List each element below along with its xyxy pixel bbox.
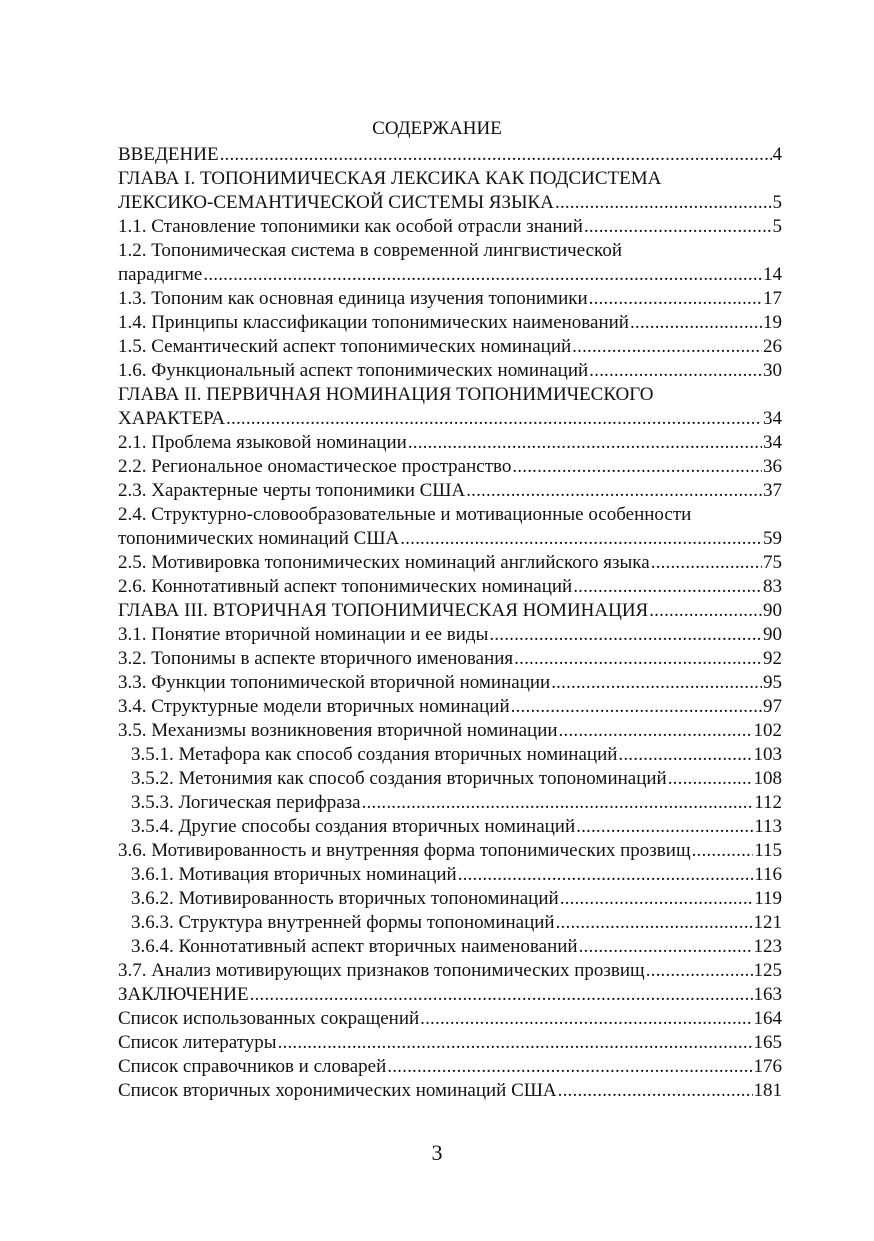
toc-entry-page: 176 (753, 1056, 782, 1077)
toc-entry (118, 815, 782, 839)
toc-entry-text: 3.5.4. Другие способы создания вторичных номинаций (131, 816, 576, 837)
toc-entry (118, 359, 782, 383)
toc-entry-row (118, 791, 782, 815)
toc-entry-text: Список использованных сокращений (118, 1008, 420, 1029)
toc-entry-text: ГЛАВА II. ПЕРВИЧНАЯ НОМИНАЦИЯ ТОПОНИМИЧЕСКОГО (118, 384, 654, 405)
toc-entry-page: 121 (753, 912, 782, 933)
toc-entry-row (118, 263, 782, 287)
toc-entry-page: 5 (772, 192, 782, 213)
toc-entry (118, 887, 782, 911)
toc-entry (118, 503, 782, 551)
toc-entry-page: 164 (753, 1008, 782, 1029)
toc-entry-page: 34 (763, 408, 782, 429)
toc-entry (118, 215, 782, 239)
toc-entry-page: 125 (753, 960, 782, 981)
toc-entry-text: 2.1. Проблема языковой номинации (118, 432, 407, 453)
toc-entry-text: 3.5.1. Метафора как способ создания вторичных номинаций (131, 744, 618, 765)
toc-entry (118, 623, 782, 647)
toc-entry-text: ВВЕДЕНИЕ (118, 144, 219, 165)
toc-entry (118, 479, 782, 503)
toc-entry-page: 5 (772, 216, 782, 237)
toc-entry (118, 143, 782, 167)
toc-entry-text: ХАРАКТЕРА (118, 408, 226, 429)
toc-entry (118, 767, 782, 791)
toc-entry-text: Список вторичных хоронимических номинаций США (118, 1080, 557, 1101)
dot-leader (692, 839, 754, 863)
toc-entry-row (118, 311, 782, 335)
toc-entry-page: 97 (763, 696, 782, 717)
toc-entry-row (118, 431, 782, 455)
toc-entry (118, 1007, 782, 1031)
toc-entry-text: 1.6. Функциональный аспект топонимических номинаций (118, 360, 589, 381)
toc-entry-page: 19 (763, 312, 782, 333)
toc-entry-row (118, 719, 782, 743)
toc-entry-row (118, 335, 782, 359)
toc-entry-text: 3.5.3. Логическая перифраза (131, 792, 361, 813)
toc-entry-page: 116 (754, 864, 782, 885)
toc-entry (118, 695, 782, 719)
toc-entry-text: ГЛАВА III. ВТОРИЧНАЯ ТОПОНИМИЧЕСКАЯ НОМИНАЦИЯ (118, 600, 649, 621)
dot-leader (589, 359, 762, 383)
toc-entry (118, 671, 782, 695)
toc-entry-page: 113 (754, 816, 782, 837)
toc-entry-text: 3.3. Функции топонимической вторичной номинации (118, 672, 551, 693)
dot-leader (466, 479, 762, 503)
toc-entry-row (118, 815, 782, 839)
toc-entry (118, 167, 782, 215)
dot-leader (226, 407, 762, 431)
toc-entry-row (118, 887, 782, 911)
dot-leader (458, 863, 754, 887)
dot-leader (572, 335, 762, 359)
dot-leader (203, 263, 762, 287)
toc-entry-text: 3.7. Анализ мотивирующих признаков топонимических прозвищ (118, 960, 645, 981)
toc-entry-row (118, 191, 782, 215)
dot-leader (220, 143, 772, 167)
toc-entry-row (118, 695, 782, 719)
dot-leader (649, 599, 762, 623)
toc-entry-row (118, 407, 782, 431)
toc-entry-row (118, 1007, 782, 1031)
toc-entry-text: 2.5. Мотивировка топонимических номинаций английского языка (118, 552, 650, 573)
table-of-contents (118, 143, 782, 1103)
dot-leader (560, 887, 754, 911)
dot-leader (278, 1031, 753, 1055)
toc-entry-text: 3.1. Понятие вторичной номинации и ее виды (118, 624, 489, 645)
toc-entry-text: 3.6.3. Структура внутренней формы топономинаций (131, 912, 555, 933)
toc-entry-text: ЗАКЛЮЧЕНИЕ (118, 984, 249, 1005)
toc-entry (118, 239, 782, 287)
dot-leader (511, 695, 762, 719)
toc-entry-page: 90 (763, 624, 782, 645)
toc-entry-page: 4 (772, 144, 782, 165)
toc-entry-page: 34 (763, 432, 782, 453)
toc-entry (118, 839, 782, 863)
dot-leader (408, 431, 762, 455)
toc-entry-page: 123 (753, 936, 782, 957)
toc-entry-page: 103 (753, 744, 782, 765)
toc-entry (118, 1079, 782, 1103)
toc-entry-row (118, 863, 782, 887)
toc-entry-row (118, 767, 782, 791)
toc-entry (118, 287, 782, 311)
toc-entry-text: 1.1. Становление топонимики как особой отрасли знаний (118, 216, 583, 237)
toc-entry-row (118, 1079, 782, 1103)
dot-leader (559, 719, 753, 743)
dot-leader (556, 911, 753, 935)
toc-entry-page: 92 (763, 648, 782, 669)
toc-entry (118, 983, 782, 1007)
toc-entry-page: 115 (754, 840, 782, 861)
toc-entry-row (118, 959, 782, 983)
toc-entry (118, 743, 782, 767)
toc-entry (118, 599, 782, 623)
toc-entry-page: 112 (754, 792, 782, 813)
toc-entry-row (118, 287, 782, 311)
dot-leader (651, 551, 762, 575)
toc-entry (118, 455, 782, 479)
toc-entry-page: 181 (753, 1080, 782, 1101)
toc-entry (118, 431, 782, 455)
toc-entry-page: 75 (763, 552, 782, 573)
toc-entry-text: 3.2. Топонимы в аспекте вторичного именования (118, 648, 514, 669)
toc-entry-text: 1.3. Топоним как основная единица изучения топонимики (118, 288, 588, 309)
toc-entry (118, 647, 782, 671)
toc-entry-text: 2.4. Структурно-словообразовательные и мотивационные особенности (118, 504, 692, 525)
toc-entry-text: 1.4. Принципы классификации топонимических наименований (118, 312, 629, 333)
toc-entry (118, 1031, 782, 1055)
toc-entry-text: ГЛАВА I. ТОПОНИМИЧЕСКАЯ ЛЕКСИКА КАК ПОДСИСТЕМА (118, 168, 662, 189)
toc-entry-row (118, 599, 782, 623)
dot-leader (387, 1055, 752, 1079)
toc-entry-text: 1.2. Топонимическая система в современной лингвистической (118, 240, 622, 261)
toc-entry-page: 30 (763, 360, 782, 381)
dot-leader (573, 575, 762, 599)
toc-entry-text: 3.6.1. Мотивация вторичных номинаций (131, 864, 457, 885)
toc-entry-text: 3.6. Мотивированность и внутренняя форма топонимических прозвищ (118, 840, 691, 861)
toc-entry-text: 3.6.2. Мотивированность вторичных топономинаций (131, 888, 559, 909)
toc-entry-text: 3.6.4. Коннотативный аспект вторичных наименований (131, 936, 578, 957)
toc-entry-page: 36 (763, 456, 782, 477)
toc-entry-text: Список литературы (118, 1032, 277, 1053)
toc-entry-page: 37 (763, 480, 782, 501)
toc-entry-page: 83 (763, 576, 782, 597)
toc-entry-row (118, 359, 782, 383)
toc-entry-row (118, 1031, 782, 1055)
toc-entry (118, 719, 782, 743)
dot-leader (630, 311, 762, 335)
toc-entry-page: 119 (754, 888, 782, 909)
dot-leader (512, 455, 762, 479)
toc-entry-page: 102 (753, 720, 782, 741)
toc-entry-row (118, 839, 782, 863)
dot-leader (400, 527, 762, 551)
dot-leader (558, 1079, 753, 1103)
dot-leader (250, 983, 753, 1007)
dot-leader (584, 215, 772, 239)
toc-entry-row (118, 935, 782, 959)
toc-entry-row (118, 911, 782, 935)
toc-entry (118, 935, 782, 959)
toc-entry-row (118, 551, 782, 575)
toc-entry (118, 1055, 782, 1079)
dot-leader (579, 935, 753, 959)
toc-entry (118, 575, 782, 599)
toc-entry-text: ЛЕКСИКО-СЕМАНТИЧЕСКОЙ СИСТЕМЫ ЯЗЫКА (118, 192, 554, 213)
toc-entry-row (118, 983, 782, 1007)
dot-leader (618, 743, 752, 767)
toc-entry-row (118, 647, 782, 671)
toc-entry-row (118, 455, 782, 479)
toc-entry-page: 14 (763, 264, 782, 285)
toc-entry-text: 3.4. Структурные модели вторичных номинаций (118, 696, 510, 717)
toc-entry-page: 163 (753, 984, 782, 1005)
toc-entry-text: парадигме (118, 264, 203, 285)
toc-entry (118, 863, 782, 887)
toc-entry (118, 383, 782, 431)
toc-entry-page: 90 (763, 600, 782, 621)
toc-entry-text: 2.3. Характерные черты топонимики США (118, 480, 466, 501)
toc-entry-page: 108 (753, 768, 782, 789)
toc-entry-text: Список справочников и словарей (118, 1056, 387, 1077)
toc-entry-text: 2.6. Коннотативный аспект топонимических номинаций (118, 576, 573, 597)
toc-entry (118, 911, 782, 935)
toc-entry-text: 3.5. Механизмы возникновения вторичной номинации (118, 720, 558, 741)
toc-entry-text: 1.5. Семантический аспект топонимических номинаций (118, 336, 572, 357)
dot-leader (646, 959, 753, 983)
toc-entry-text: 2.2. Региональное ономастическое пространство (118, 456, 512, 477)
toc-entry-text: топонимических номинаций США (118, 528, 400, 549)
toc-entry (118, 311, 782, 335)
dot-leader (576, 815, 753, 839)
toc-entry-row (118, 143, 782, 167)
dot-leader (514, 647, 762, 671)
toc-entry-page: 59 (763, 528, 782, 549)
toc-entry (118, 551, 782, 575)
toc-entry-row (118, 215, 782, 239)
toc-entry-text: 3.5.2. Метонимия как способ создания вторичных топономинаций (131, 768, 667, 789)
toc-entry-row (118, 743, 782, 767)
toc-entry-row (118, 623, 782, 647)
toc-entry (118, 791, 782, 815)
dot-leader (668, 767, 753, 791)
dot-leader (362, 791, 754, 815)
toc-entry-row (118, 671, 782, 695)
toc-entry-page: 17 (763, 288, 782, 309)
dot-leader (589, 287, 762, 311)
page-number: 3 (431, 1140, 443, 1165)
toc-entry-row (118, 527, 782, 551)
dot-leader (551, 671, 762, 695)
dot-leader (555, 191, 772, 215)
toc-entry (118, 959, 782, 983)
dot-leader (489, 623, 762, 647)
toc-title: СОДЕРЖАНИЕ (372, 118, 502, 139)
toc-entry-page: 26 (763, 336, 782, 357)
dot-leader (420, 1007, 752, 1031)
toc-entry-row (118, 479, 782, 503)
toc-entry (118, 335, 782, 359)
toc-entry-row (118, 1055, 782, 1079)
toc-entry-row (118, 575, 782, 599)
toc-entry-page: 165 (753, 1032, 782, 1053)
toc-entry-page: 95 (763, 672, 782, 693)
